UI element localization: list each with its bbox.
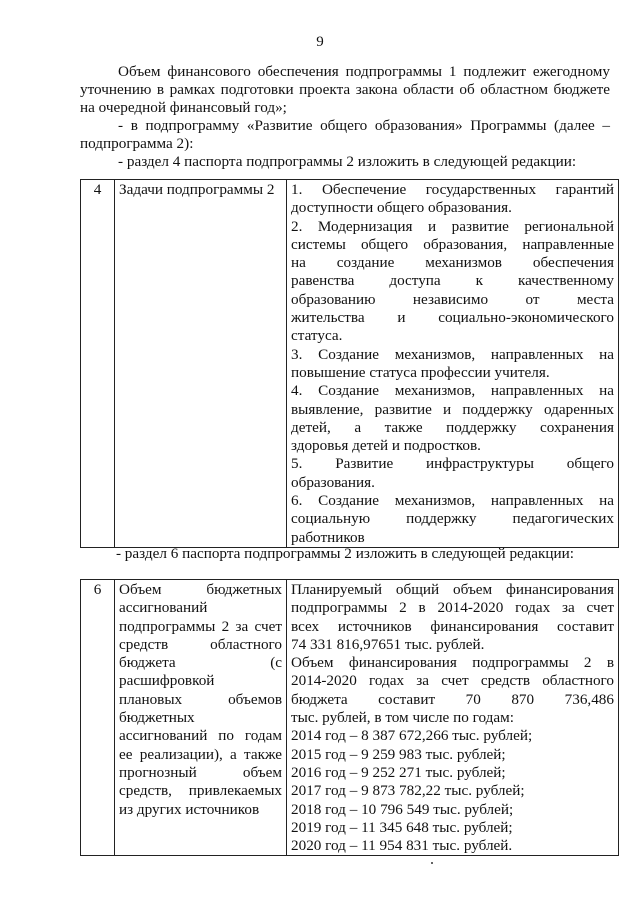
text-line: 2019 год – 11 345 648 тыс. рублей; <box>291 818 513 836</box>
text-line: повышение статуса профессии учителя. <box>291 363 550 381</box>
text-line: выявление, развитие и поддержку одаренных <box>291 400 614 418</box>
intro-p1-line-3: на очередной финансовый год»; <box>80 99 287 116</box>
text-line: детей, а также поддержку сохранения <box>291 418 614 436</box>
text-line: социальную поддержку педагогических <box>291 510 614 528</box>
intro-p1-line-2: уточнению в рамках подготовки проекта закона области об областном бюджете <box>80 81 610 98</box>
text-line: из других источников <box>119 800 260 818</box>
text-line: 2014 год – 8 387 672,266 тыс. рублей; <box>291 727 533 745</box>
text-line: 2015 год – 9 259 983 тыс. рублей; <box>291 745 506 763</box>
text-line: 74 331 816,97651 тыс. рублей. <box>291 635 485 653</box>
text-line: 4. Создание механизмов, направленных на <box>291 382 614 400</box>
text-line: статуса. <box>291 327 343 345</box>
text-line: Планируемый общий объем финансирования <box>291 581 614 598</box>
section-number: 4 <box>81 180 115 548</box>
text-line: средств областного <box>119 635 282 653</box>
text-line: плановых объемов <box>119 690 282 708</box>
text-line: Объем финансирования подпрограммы 2 в <box>291 654 614 672</box>
intro-paragraph-3: - раздел 4 паспорта подпрограммы 2 изложить в следующей редакции: <box>118 153 577 170</box>
text-line: тыс. рублей, в том числе по годам: <box>291 709 514 727</box>
text-line: подпрограммы 2 за счет <box>119 617 282 635</box>
intro-p2-line-1: - в подпрограмму «Развитие общего образования» Программы (далее – <box>118 117 610 134</box>
section-content <box>287 580 619 856</box>
text-line: 2016 год – 9 252 271 тыс. рублей; <box>291 763 506 781</box>
section-label <box>115 580 287 856</box>
text-line: Объем бюджетных <box>119 581 282 598</box>
text-line: бюджета составит 70 870 736,486 <box>291 690 614 708</box>
text-line: работников <box>291 528 365 546</box>
text-line: 1. Обеспечение государственных гарантий <box>291 181 614 198</box>
section-number: 6 <box>81 580 115 856</box>
text-line: средств, привлекаемых <box>119 782 282 800</box>
text-line: 5. Развитие инфраструктуры общего <box>291 455 614 473</box>
scan-speck <box>431 862 433 864</box>
text-line: образованию независимо от места <box>291 290 614 308</box>
text-line: системы общего образования, направленные <box>291 235 614 253</box>
intro-paragraph-1 <box>80 63 610 117</box>
section-6-table <box>80 579 619 856</box>
text-line: подпрограммы 2 в 2014-2020 годах за счет <box>291 599 614 617</box>
text-line: 6. Создание механизмов, направленных на <box>291 492 614 510</box>
intro-p2-line-2: подпрограмма 2): <box>80 135 194 152</box>
text-line: образования. <box>291 473 375 491</box>
text-line: здоровья детей и подростков. <box>291 437 481 455</box>
text-line: ассигнований по годам <box>119 727 282 745</box>
text-line: доступности общего образования. <box>291 199 512 217</box>
text-line: равенства доступа к качественному <box>291 272 614 290</box>
table-row <box>81 580 619 856</box>
text-line: на создание механизмов обеспечения <box>291 254 614 272</box>
text-line: 2. Модернизация и развитие региональной <box>291 217 614 235</box>
text-line: бюджета (с <box>119 654 282 672</box>
section-content <box>287 180 619 548</box>
text-line: 2018 год – 10 796 549 тыс. рублей; <box>291 800 514 818</box>
text-line: жительства и социально-экономического <box>291 309 614 327</box>
text-line: прогнозный объем <box>119 763 282 781</box>
text-line: всех источников финансирования составит <box>291 617 614 635</box>
intro-paragraph-2 <box>80 117 610 153</box>
text-line: 2020 год – 11 954 831 тыс. рублей. <box>291 837 513 855</box>
section-4-table <box>80 179 619 548</box>
table-row <box>81 180 619 548</box>
text-line: 2014-2020 годах за счет средств областного <box>291 672 614 690</box>
text-line: бюджетных <box>119 709 195 727</box>
text-line: ассигнований <box>119 599 208 617</box>
section-label: Задачи подпрограммы 2 <box>115 180 287 548</box>
text-line: 2017 год – 9 873 782,22 тыс. рублей; <box>291 782 525 800</box>
page-number: 9 <box>316 34 324 50</box>
text-line: расшифровкой <box>119 672 215 690</box>
middle-paragraph: - раздел 6 паспорта подпрограммы 2 изложить в следующей редакции: <box>115 545 575 562</box>
text-line: 3. Создание механизмов, направленных на <box>291 345 614 363</box>
intro-p1-line-1: Объем финансового обеспечения подпрограммы 1 подлежит ежегодному <box>118 63 610 80</box>
text-line: ее реализации), а также <box>119 745 282 763</box>
